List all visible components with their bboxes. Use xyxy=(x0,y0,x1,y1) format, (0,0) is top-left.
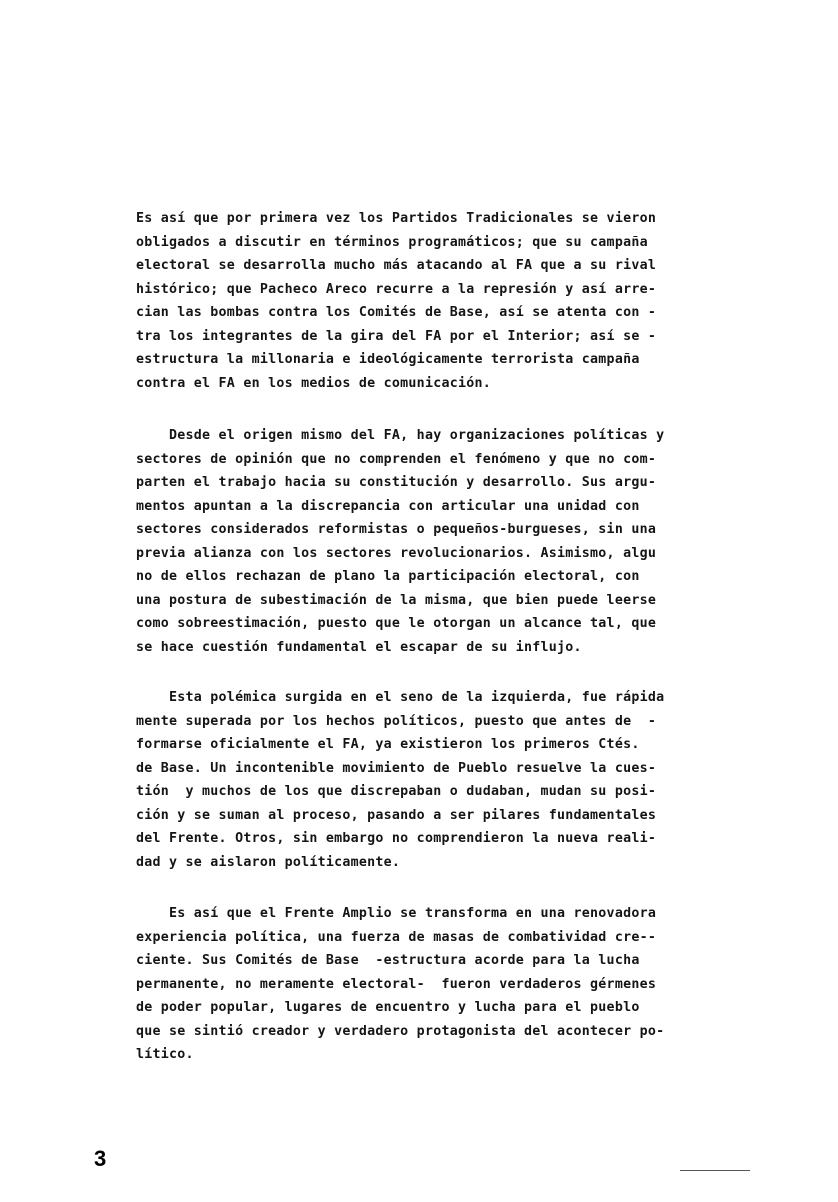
text-line: mentos apuntan a la discrepancia con articular una unidad con xyxy=(136,498,640,514)
text-line: estructura la millonaria e ideológicamente terrorista campaña xyxy=(136,352,640,367)
text-line: parten el trabajo hacia su constitución y desarrollo. Sus argu- xyxy=(136,475,657,490)
text-line: dad y se aislaron políticamente. xyxy=(136,854,401,870)
text-line: previa alianza con los sectores revolucionarios. Asimismo, algu xyxy=(136,545,657,561)
text-line: experiencia política, una fuerza de masas de combatividad cre-- xyxy=(136,929,657,945)
footer-rule xyxy=(680,1170,750,1171)
text-line: lítico. xyxy=(136,1047,194,1062)
text-line: histórico; que Pacheco Areco recurre a la represión y así arre- xyxy=(136,281,657,297)
text-line: Es así que por primera vez los Partidos Tradicionales se vieron xyxy=(136,211,657,226)
paragraph-3 xyxy=(136,686,776,874)
text-line: Es así que el Frente Amplio se transforma en una renovadora xyxy=(136,906,657,921)
text-line: mente superada por los hechos políticos, puesto que antes de - xyxy=(136,713,657,729)
text-line: Desde el origen mismo del FA, hay organizaciones políticas y xyxy=(136,428,665,443)
text-line: electoral se desarrolla mucho más atacando al FA que a su rival xyxy=(136,258,657,273)
text-line: cian las bombas contra los Comités de Base, así se atenta con - xyxy=(136,305,657,320)
text-line: sectores considerados reformistas o pequeños-burgueses, sin una xyxy=(136,522,657,537)
text-line: de Base. Un incontenible movimiento de Pueblo resuelve la cues- xyxy=(136,760,657,776)
text-line: tión y muchos de los que discrepaban o dudaban, mudan su posi- xyxy=(136,784,657,799)
page-number: 3 xyxy=(94,1146,107,1171)
text-line: sectores de opinión que no comprenden el fenómeno y que no com- xyxy=(136,451,657,467)
paragraph-1 xyxy=(136,207,776,395)
text-line: que se sintió creador y verdadero protagonista del acontecer po- xyxy=(136,1023,665,1039)
text-line: no de ellos rechazan de plano la participación electoral, con xyxy=(136,569,640,584)
text-line: ción y se suman al proceso, pasando a ser pilares fundamentales xyxy=(136,807,657,823)
text-line: contra el FA en los medios de comunicación. xyxy=(136,375,491,391)
text-line: del Frente. Otros, sin embargo no comprendieron la nueva reali- xyxy=(136,831,657,846)
text-line: ciente. Sus Comités de Base -estructura acorde para la lucha xyxy=(136,953,640,968)
text-line: tra los integrantes de la gira del FA por el Interior; así se - xyxy=(136,328,657,344)
text-line: permanente, no meramente electoral- fueron verdaderos gérmenes xyxy=(136,976,657,992)
paragraph-4 xyxy=(136,902,776,1067)
text-line: de poder popular, lugares de encuentro y lucha para el pueblo xyxy=(136,1000,640,1015)
text-line: formarse oficialmente el FA, ya existieron los primeros Ctés. xyxy=(136,737,640,752)
text-line: Esta polémica surgida en el seno de la izquierda, fue rápida xyxy=(136,690,665,705)
text-line: como sobreestimación, puesto que le otorgan un alcance tal, que xyxy=(136,616,657,631)
text-line: una postura de subestimación de la misma, que bien puede leerse xyxy=(136,592,657,608)
paragraph-2 xyxy=(136,424,776,659)
text-line: se hace cuestión fundamental el escapar de su influjo. xyxy=(136,639,582,655)
text-line: obligados a discutir en términos programáticos; que su campaña xyxy=(136,234,648,250)
